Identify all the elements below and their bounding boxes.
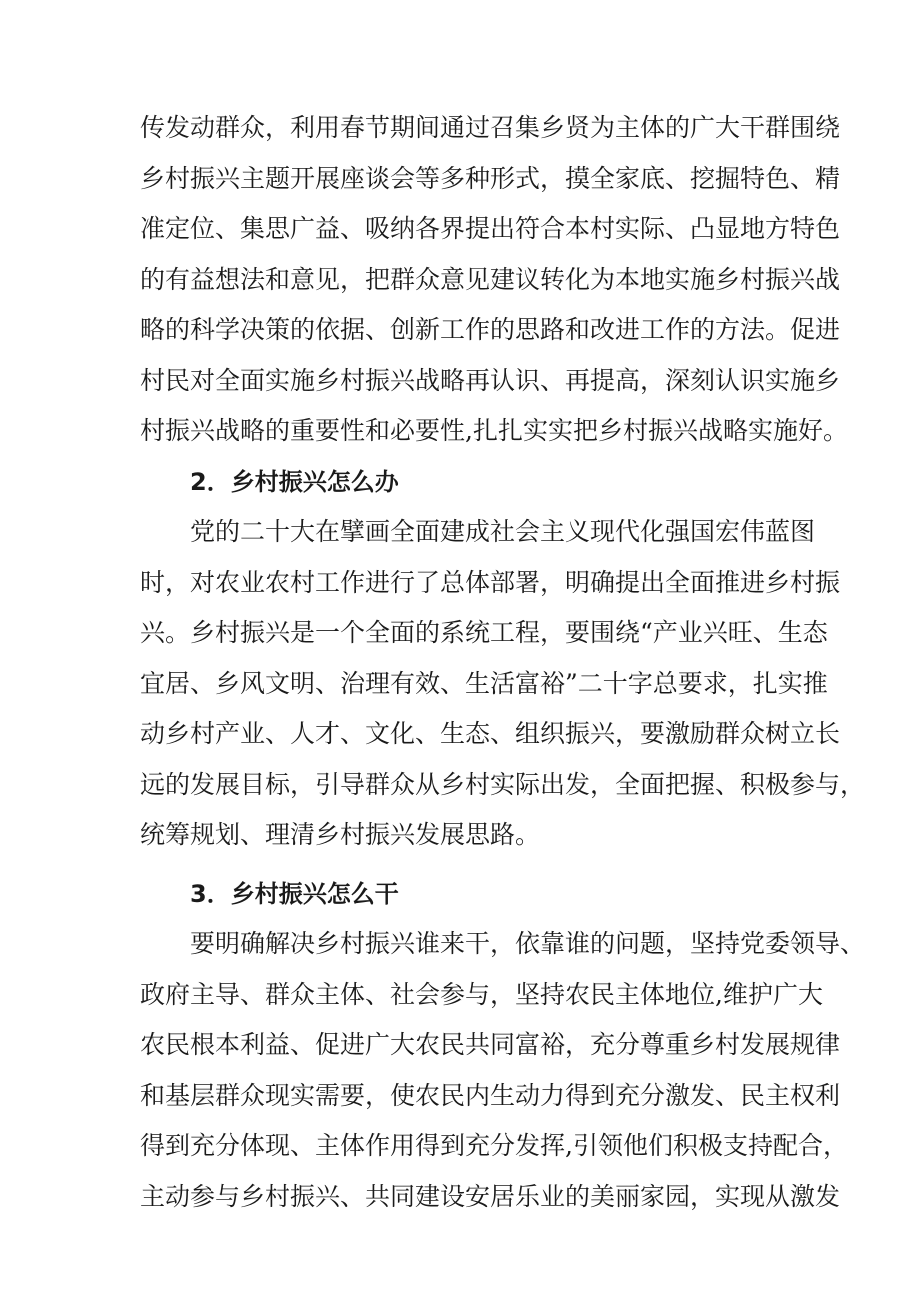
paragraph-line: 统筹规划、理清乡村振兴发展思路。 — [140, 820, 541, 849]
paragraph-line: 村振兴战略的重要性和必要性,扎扎实实把乡村振兴战略实施好。 — [140, 416, 848, 445]
paragraph-line: 动乡村产业、人才、文化、生态、组织振兴，要激励群众树立长 — [140, 719, 841, 748]
document-body — [140, 103, 866, 1222]
paragraph-line: 要明确解决乡村振兴谁来干，依靠谁的问题，坚持党委领导、 — [190, 929, 866, 958]
paragraph-2 — [140, 507, 866, 861]
section-heading-2: 2．乡村振兴怎么办 — [190, 467, 399, 496]
paragraph-line: 得到充分体现、主体作用得到充分发挥,引领他们积极支持配合， — [140, 1131, 848, 1160]
paragraph-line: 远的发展目标，引导群众从乡村实际出发，全面把握、积极参与， — [140, 769, 866, 799]
paragraph-line: 宜居、乡风文明、治理有效、生活富裕”二十字总要求，扎实推 — [140, 668, 828, 698]
paragraph-line: 村民对全面实施乡村振兴战略再认识、再提高，深刻认识实施乡 — [140, 365, 841, 395]
paragraph-line: 时，对农业农村工作进行了总体部署，明确提出全面推进乡村振 — [140, 567, 841, 597]
paragraph-3 — [140, 919, 866, 1222]
paragraph-line: 党的二十大在擘画全面建成社会主义现代化强国宏伟蓝图 — [190, 517, 816, 546]
paragraph-line: 的有益想法和意见，把群众意见建议转化为本地实施乡村振兴战 — [140, 264, 841, 294]
paragraph-line: 农民根本利益、促进广大农民共同富裕，充分尊重乡村发展规律 — [140, 1030, 841, 1059]
paragraph-line: 乡村振兴主题开展座谈会等多种形式，摸全家底、挖掘特色、精 — [140, 163, 841, 193]
paragraph-1 — [140, 103, 848, 457]
section-heading-3: 3．乡村振兴怎么干 — [190, 879, 399, 908]
paragraph-line: 政府主导、群众主体、社会参与，坚持农民主体地位,维护广大 — [140, 979, 823, 1009]
paragraph-line: 准定位、集思广益、吸纳各界提出符合本村实际、凸显地方特色 — [140, 214, 841, 243]
paragraph-line: 兴。乡村振兴是一个全面的系统工程，要围绕“产业兴旺、生态 — [140, 618, 828, 647]
spacer — [140, 861, 790, 869]
paragraph-line: 传发动群众，利用春节期间通过召集乡贤为主体的广大干群围绕 — [140, 113, 841, 142]
paragraph-line: 主动参与乡村振兴、共同建设安居乐业的美丽家园，实现从激发 — [140, 1181, 841, 1211]
paragraph-line: 和基层群众现实需要，使农民内生动力得到充分激发、民主权利 — [140, 1080, 841, 1110]
paragraph-line: 略的科学决策的依据、创新工作的思路和改进工作的方法。促进 — [140, 315, 841, 344]
